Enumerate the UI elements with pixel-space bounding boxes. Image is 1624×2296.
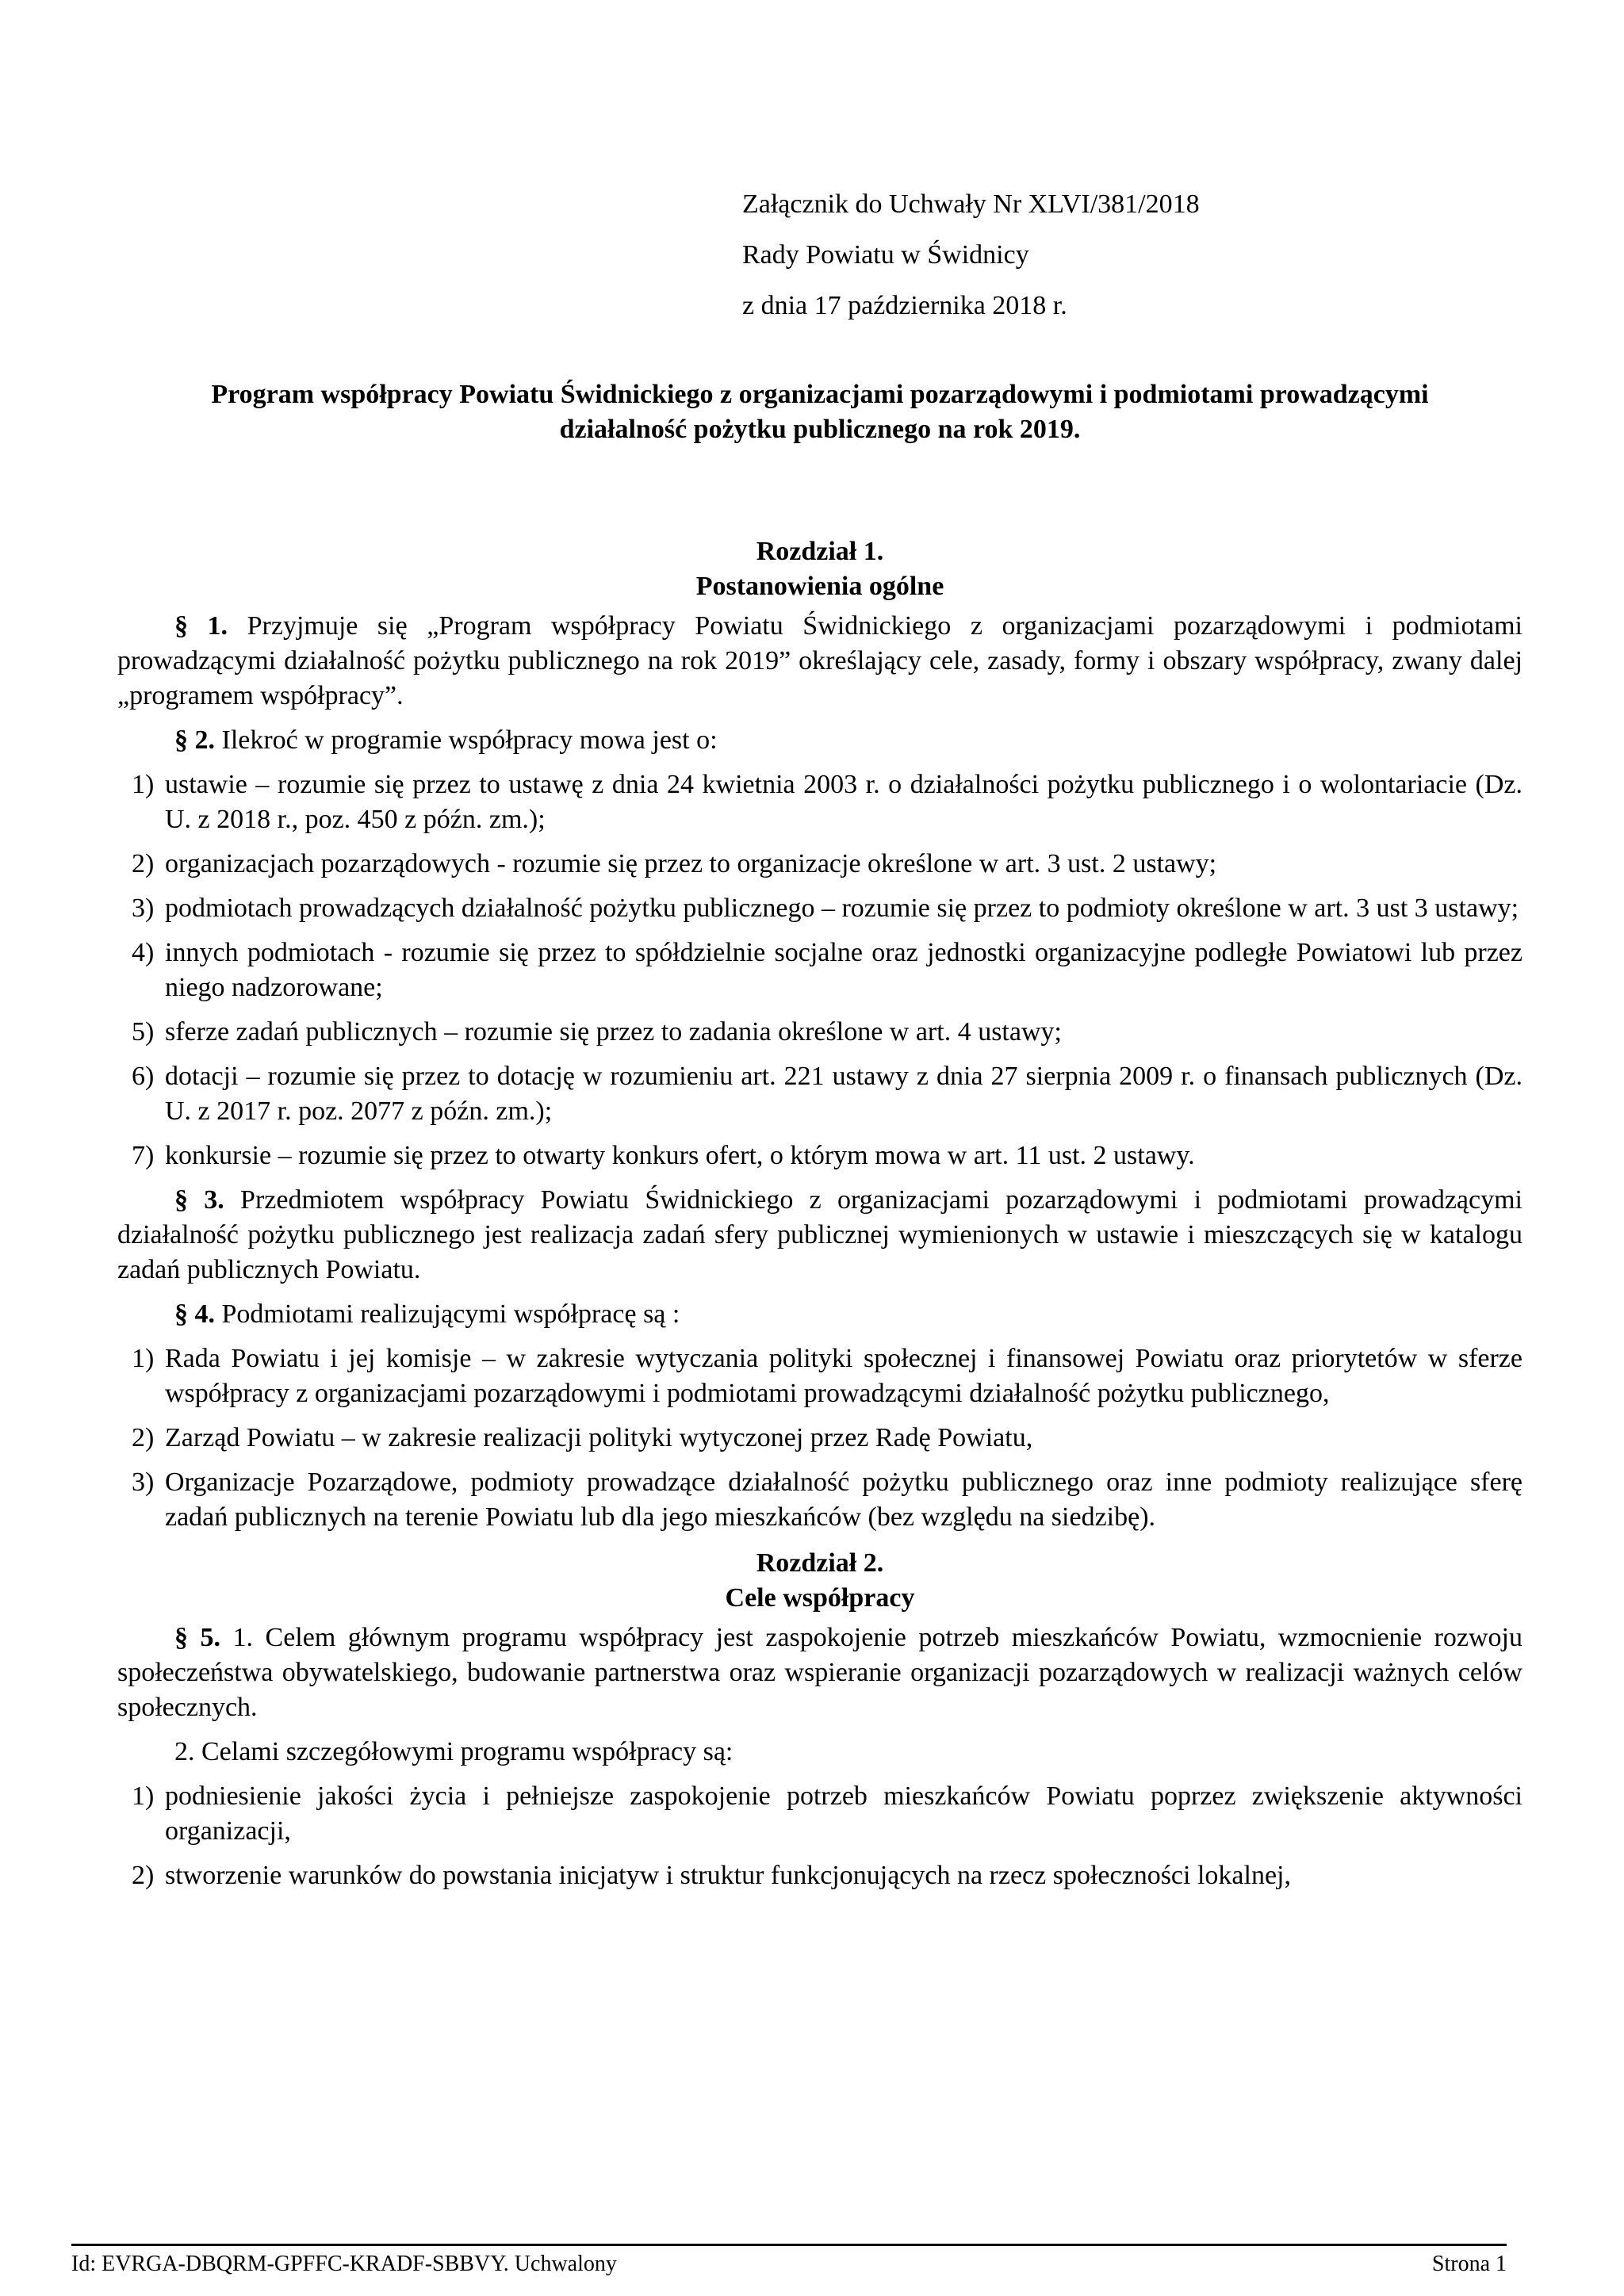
list-item-text: dotacji – rozumie się przez to dotację w rozumieniu art. 221 ustawy z dnia 27 sierpnia 2009 r. o finansach publicznych (Dz. U. z 2017 r. poz. 2077 z późn. zm.); bbox=[165, 1062, 1522, 1126]
list-item-text: organizacjach pozarządowych - rozumie się przez to organizacje określone w art. 3 ust. 2 ustawy; bbox=[165, 849, 1217, 878]
header-line-3: z dnia 17 października 2018 r. bbox=[742, 291, 1067, 320]
list-item-number: 4) bbox=[132, 938, 155, 967]
chapter-1-number: Rozdział 1. bbox=[756, 537, 884, 566]
title-line-2: działalność pożytku publicznego na rok 2019. bbox=[559, 415, 1081, 444]
section-1-mark: § 1. bbox=[174, 611, 228, 641]
chapter-2-heading bbox=[117, 1546, 1522, 1616]
list-item-number: 2) bbox=[132, 1861, 155, 1890]
section-1-text: Przyjmuje się „Program współpracy Powiatu Świdnickiego z organizacjami pozarządowymi i podmiotami prowadzącymi działalność pożytku publicznego na rok 2019” określający cele, zasady, formy i obszary współpracy, zwany dalej „programem współpracy”. bbox=[117, 611, 1522, 710]
list-item-number: 6) bbox=[132, 1062, 155, 1091]
chapter-2-number: Rozdział 2. bbox=[756, 1548, 884, 1578]
list-item bbox=[117, 1421, 1522, 1456]
title-line-1: Program współpracy Powiatu Świdnickiego z organizacjami pozarządowymi i podmiotami prowadzącymi bbox=[211, 380, 1429, 409]
list-item-number: 1) bbox=[132, 1781, 155, 1811]
list-item-number: 2) bbox=[132, 849, 155, 878]
list-item bbox=[117, 1138, 1522, 1173]
list-item-text: stworzenie warunków do powstania inicjatyw i struktur funkcjonujących na rzecz społeczności lokalnej, bbox=[165, 1861, 1291, 1890]
section-5-text: 1. Celem głównym programu współpracy jest zaspokojenie potrzeb mieszkańców Powiatu, wzmocnienie rozwoju społeczeństwa obywatelskiego, budowanie partnerstwa oraz wspieranie organizacji pozarządowych w realizacji ważnych celów społecznych. bbox=[117, 1623, 1522, 1722]
chapter-2-name: Cele współpracy bbox=[725, 1583, 915, 1613]
section-5-subheading: 2. Celami szczegółowymi programu współpracy są: bbox=[174, 1737, 733, 1766]
section-5-goals-list bbox=[117, 1779, 1522, 1893]
header-line-2: Rady Powiatu w Świdnicy bbox=[742, 240, 1029, 270]
list-item-text: Zarząd Powiatu – w zakresie realizacji polityki wytyczonej przez Radę Powiatu, bbox=[165, 1423, 1033, 1452]
list-item-number: 2) bbox=[132, 1423, 155, 1452]
section-2 bbox=[117, 723, 1522, 758]
section-4-text: Podmiotami realizującymi współpracę są : bbox=[215, 1299, 680, 1329]
list-item bbox=[117, 1059, 1522, 1129]
list-item bbox=[117, 847, 1522, 882]
list-item-text: podmiotach prowadzących działalność pożytku publicznego – rozumie się przez to podmioty określone w art. 3 ust 3 ustawy; bbox=[165, 894, 1519, 923]
list-item bbox=[117, 1858, 1522, 1893]
list-item-number: 5) bbox=[132, 1017, 155, 1047]
list-item-number: 3) bbox=[132, 894, 155, 923]
section-2-text: Ilekroć w programie współpracy mowa jest o: bbox=[215, 725, 718, 755]
section-5-mark: § 5. bbox=[174, 1623, 221, 1652]
list-item bbox=[117, 891, 1522, 926]
section-4-mark: § 4. bbox=[174, 1299, 215, 1329]
list-item bbox=[117, 1465, 1522, 1535]
chapter-1-name: Postanowienia ogólne bbox=[695, 572, 944, 601]
section-5 bbox=[117, 1621, 1522, 1725]
header-line-1: Załącznik do Uchwały Nr XLVI/381/2018 bbox=[742, 189, 1200, 219]
page-number: Strona 1 bbox=[1431, 2252, 1507, 2276]
list-item bbox=[117, 1015, 1522, 1050]
list-item-text: Rada Powiatu i jej komisje – w zakresie wytyczania polityki społecznej i finansowej Powiatu oraz priorytetów w sferze współpracy z organizacjami pozarządowymi i podmiotami prowadzącymi działalność pożytku publicznego, bbox=[165, 1344, 1522, 1408]
attachment-header bbox=[742, 187, 1200, 339]
section-4-entities-list bbox=[117, 1341, 1522, 1535]
list-item-number: 7) bbox=[132, 1141, 155, 1170]
list-item-text: innych podmiotach - rozumie się przez to spółdzielnie socjalne oraz jednostki organizacyjne podległe Powiatowi lub przez niego nadzorowane; bbox=[165, 938, 1522, 1002]
list-item bbox=[117, 1779, 1522, 1849]
section-2-mark: § 2. bbox=[174, 725, 215, 755]
section-3-mark: § 3. bbox=[174, 1185, 224, 1215]
list-item-text: Organizacje Pozarządowe, podmioty prowadzące działalność pożytku publicznego oraz inne podmioty realizujące sferę zadań publicznych na terenie Powiatu lub dla jego mieszkańców (bez względu na siedzibę). bbox=[165, 1468, 1522, 1532]
document-body bbox=[117, 377, 1522, 1893]
list-item-text: sferze zadań publicznych – rozumie się przez to zadania określone w art. 4 ustawy; bbox=[165, 1017, 1062, 1047]
list-item-number: 1) bbox=[132, 770, 155, 799]
document-title bbox=[117, 377, 1522, 447]
section-3-text: Przedmiotem współpracy Powiatu Świdnickiego z organizacjami pozarządowymi i podmiotami prowadzącymi działalność pożytku publicznego jest realizacja zadań sfery publicznej wymienionych w ustawie i mieszczących się w katalogu zadań publicznych Powiatu. bbox=[117, 1185, 1523, 1284]
footer-divider bbox=[71, 2244, 1507, 2246]
list-item-text: podniesienie jakości życia i pełniejsze zaspokojenie potrzeb mieszkańców Powiatu poprzez zwiększenie aktywności organizacji, bbox=[165, 1781, 1522, 1846]
list-item bbox=[117, 767, 1522, 837]
section-2-definitions-list bbox=[117, 767, 1522, 1173]
section-1 bbox=[117, 609, 1522, 714]
list-item-text: konkursie – rozumie się przez to otwarty konkurs ofert, o którym mowa w art. 11 ust. 2 ustawy. bbox=[165, 1141, 1195, 1170]
list-item-text: ustawie – rozumie się przez to ustawę z dnia 24 kwietnia 2003 r. o działalności pożytku publicznego i o wolontariacie (Dz. U. z 2018 r., poz. 450 z późn. zm.); bbox=[165, 770, 1522, 834]
list-item-number: 3) bbox=[132, 1468, 155, 1497]
list-item-number: 1) bbox=[132, 1344, 155, 1373]
chapter-1-heading bbox=[117, 534, 1522, 604]
document-id: Id: EVRGA-DBQRM-GPFFC-KRADF-SBBVY. Uchwalony bbox=[71, 2252, 617, 2276]
section-4 bbox=[117, 1297, 1522, 1332]
section-3 bbox=[117, 1183, 1522, 1288]
list-item bbox=[117, 936, 1522, 1005]
list-item bbox=[117, 1341, 1522, 1411]
